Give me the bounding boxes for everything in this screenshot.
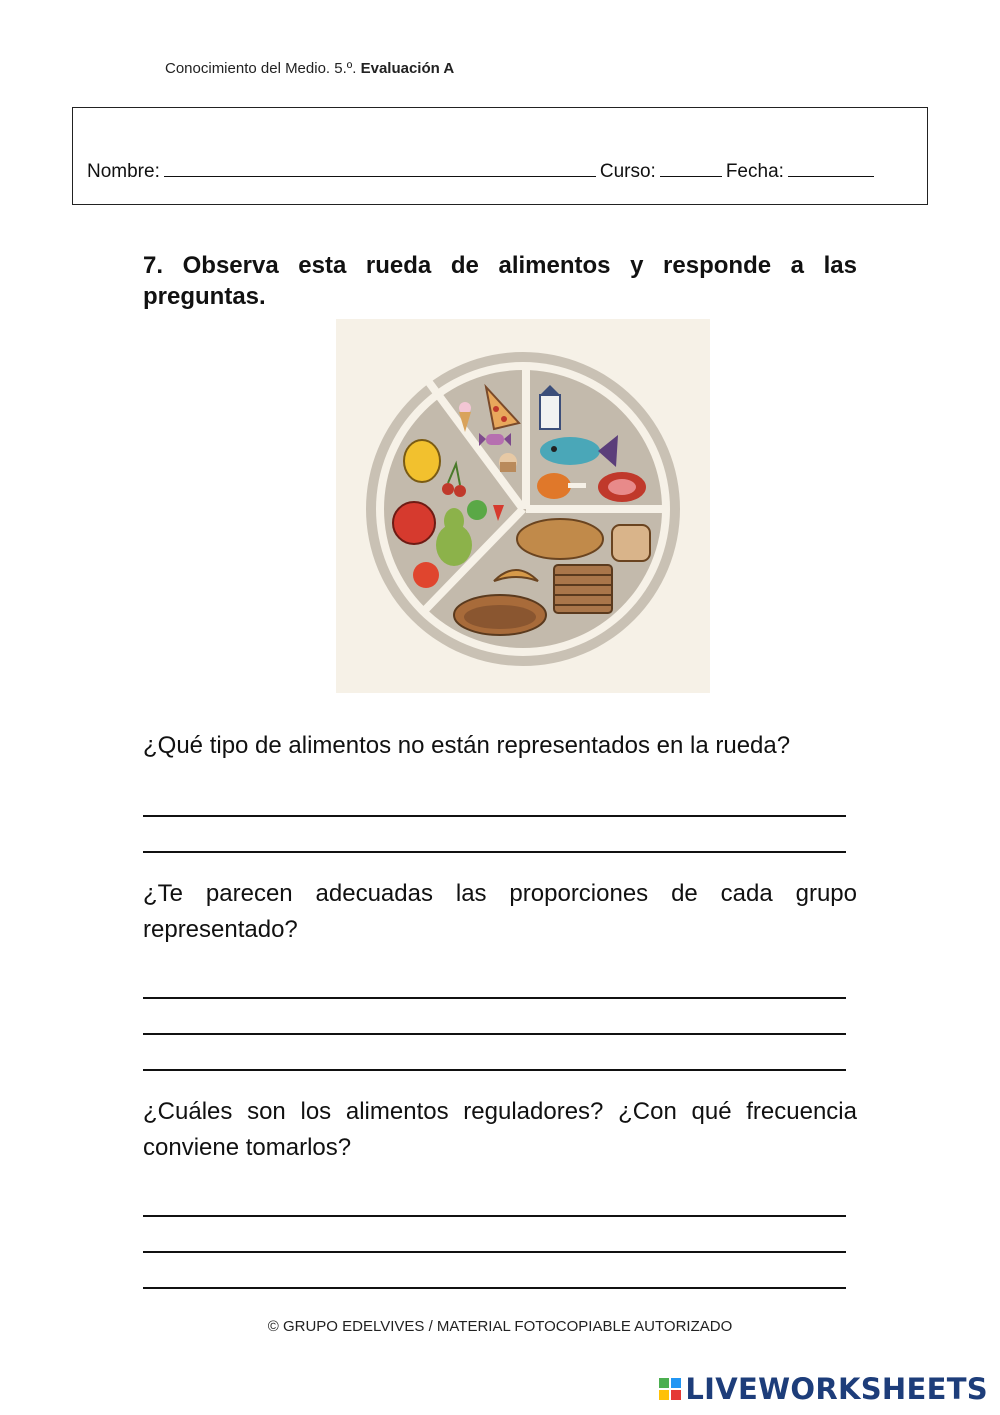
document-header bbox=[165, 60, 454, 77]
brand-mark-icon bbox=[659, 1378, 681, 1400]
course-label: Curso: bbox=[599, 161, 656, 182]
lime-icon bbox=[467, 500, 487, 520]
tomato-icon bbox=[413, 562, 439, 588]
question-2: ¿Te parecen adecuadas las proporciones de cada grupo representado? bbox=[143, 880, 857, 943]
answer-line-q3-3[interactable] bbox=[143, 1287, 846, 1289]
bread-icon bbox=[517, 519, 603, 559]
meat-icon bbox=[598, 472, 646, 502]
student-info-box bbox=[72, 107, 928, 205]
answer-line-q1-1[interactable] bbox=[143, 815, 846, 817]
lemon-icon bbox=[404, 440, 440, 482]
name-field[interactable] bbox=[164, 158, 596, 177]
answer-line-q3-2[interactable] bbox=[143, 1251, 846, 1253]
date-label: Fecha: bbox=[725, 161, 784, 182]
baguette-icon bbox=[454, 595, 546, 635]
course-field[interactable] bbox=[660, 158, 722, 177]
answer-line-q2-2[interactable] bbox=[143, 1033, 846, 1035]
evaluation-label: Evaluación A bbox=[360, 60, 455, 77]
subject-label: Conocimiento del Medio. 5.º. bbox=[165, 60, 357, 77]
answer-line-q2-3[interactable] bbox=[143, 1069, 846, 1071]
date-field[interactable] bbox=[788, 158, 874, 177]
answer-line-q3-1[interactable] bbox=[143, 1215, 846, 1217]
copyright-footer: © GRUPO EDELVIVES / MATERIAL FOTOCOPIABLE AUTORIZADO bbox=[267, 1318, 733, 1335]
apple-icon bbox=[393, 502, 435, 544]
toast-icon bbox=[612, 525, 650, 561]
question-1: ¿Qué tipo de alimentos no están representados en la rueda? bbox=[143, 732, 791, 759]
brand-logo bbox=[659, 1372, 988, 1406]
student-info-row bbox=[87, 158, 878, 183]
sliced-bread-icon bbox=[554, 565, 612, 613]
exercise-title: 7. Observa esta rueda de alimentos y responde a las preguntas. bbox=[143, 252, 857, 310]
answer-line-q1-2[interactable] bbox=[143, 851, 846, 853]
question-3: ¿Cuáles son los alimentos reguladores? ¿Con qué frecuencia conviene tomarlos? bbox=[143, 1098, 857, 1161]
muffin-icon bbox=[499, 453, 517, 472]
answer-line-q2-1[interactable] bbox=[143, 997, 846, 999]
brand-name: LIVEWORKSHEETS bbox=[685, 1372, 988, 1406]
name-label: Nombre: bbox=[87, 161, 160, 182]
food-wheel-image bbox=[336, 319, 710, 693]
